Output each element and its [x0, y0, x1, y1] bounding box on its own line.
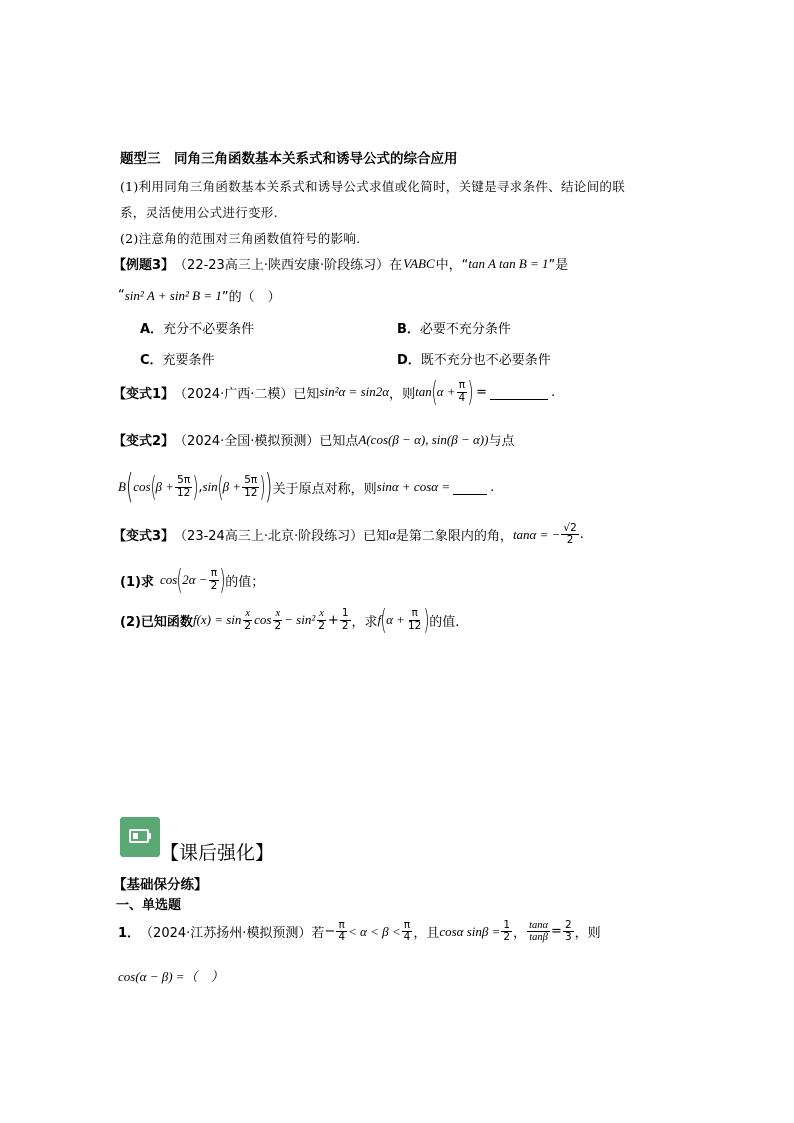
variant-3-source: （23-24高三上·北京·阶段练习）已知 — [174, 529, 390, 545]
q2-label: (2)已知函数 — [120, 614, 193, 630]
example-3-is: ”是 — [548, 258, 569, 273]
condition-1: tan A tan B = 1 — [468, 255, 549, 271]
after-q1-line1: 1． （2024·江苏扬州·模拟预测）若 − $\frac{\pi}{4}$ < α < β < $\frac{\pi}{4}$ ，且 cosα sinβ = $\frac{1}{2}$ ， $\frac{\tan\alpha}{\tan\beta}$ = $\frac{2}{3}$ ，则 — [118, 919, 601, 944]
variant-3-q1: (1)求 cos ( 2α − $\frac{\pi}{2}$ ) 的值； — [120, 563, 265, 596]
example-3-tag: 【例题3】 — [113, 258, 175, 273]
after-class-title: 【课后强化】 — [160, 842, 275, 864]
variant-2-tag: 【变式2】 — [113, 434, 175, 449]
example-3-source: （22-23高三上·陕西安康·阶段练习）在 — [174, 258, 403, 273]
section-title: 题型三 同角三角函数基本关系式和诱导公式的综合应用 — [120, 151, 458, 167]
point-b: B — [118, 479, 126, 494]
battery-icon — [120, 817, 160, 857]
variant-1-source: （2024·广西·二模）已知 — [174, 386, 320, 402]
option-b[interactable]: B．必要不充分条件 — [397, 322, 511, 337]
condition-2: sin² A + sin² B = 1 — [124, 287, 222, 303]
variant-1-tag: 【变式1】 — [113, 386, 175, 402]
option-d[interactable]: D．既不充分也不必要条件 — [397, 353, 551, 368]
basic-practice-title: 【基础保分练】 — [113, 877, 208, 893]
variant-3-line1: 【变式3】 （23-24高三上·北京·阶段练习）已知 α 是第二象限内的角， tanα = − $\frac{√2}{2}$ . — [113, 522, 584, 547]
example-3-line1 — [113, 254, 568, 273]
variant-1-mid: ，则 — [389, 386, 416, 402]
single-choice-title: 一、单选题 — [116, 898, 182, 913]
variant-1: 【变式1】 （2024·广西·二模）已知 sin²α = sin2α ，则 tan ( α + $\frac{\pi}{4}$ ) = . — [113, 375, 556, 408]
triangle-abc: VABC — [403, 255, 435, 271]
example-3-line2: “ sin² A + sin² B = 1 ”的（ ） — [118, 287, 281, 305]
variant-3-q2: (2)已知函数 f(x) = sin $\frac{x}{2}$ cos $\frac{x}{2}$ − sin² $\frac{x}{2}$ + $\frac{1}{2}$ ，求 f ( α + $\frac{\pi}{12}$ ) 的值. — [120, 603, 460, 636]
point-a: A(cos(β − α), sin(β − α)) — [358, 431, 489, 447]
example-3-mid: 中，“ — [435, 258, 469, 273]
answer-blank-1[interactable] — [490, 385, 548, 400]
variant-2-line2: B ( cos ( β + $\frac{5\pi}{12}$ ) , sin ( β + $\frac{5\pi}{12}$ ) ) 关于原点对称，则 sinα + cosα = . — [118, 467, 495, 507]
option-a[interactable]: A．充分不必要条件 — [140, 322, 255, 337]
section-note-1b: 系，灵活使用公式进行变形. — [120, 205, 278, 220]
example-3-tail: ”的（ ） — [221, 290, 281, 305]
q1-label: (1)求 — [120, 574, 154, 590]
section-note-1a: (1)利用同角三角函数基本关系式和诱导公式求值或化简时，关键是寻求条件、结论间的联 — [120, 179, 626, 194]
section-note-2: (2)注意角的范围对三角函数值符号的影响. — [120, 231, 361, 246]
variant-2-line1: 【变式2】 （2024·全国·模拟预测）已知点 A(cos(β − α), sin(β − α)) 与点 — [113, 431, 515, 449]
option-c[interactable]: C．充要条件 — [140, 353, 215, 368]
variant-1-expr: sin²α = sin2α — [319, 384, 390, 399]
answer-blank-2[interactable] — [453, 480, 487, 495]
variant-2-source: （2024·全国·模拟预测）已知点 — [174, 434, 359, 449]
after-q1-line2: cos(α − β) =（ ） — [118, 969, 224, 984]
variant-3-tag: 【变式3】 — [113, 529, 175, 545]
